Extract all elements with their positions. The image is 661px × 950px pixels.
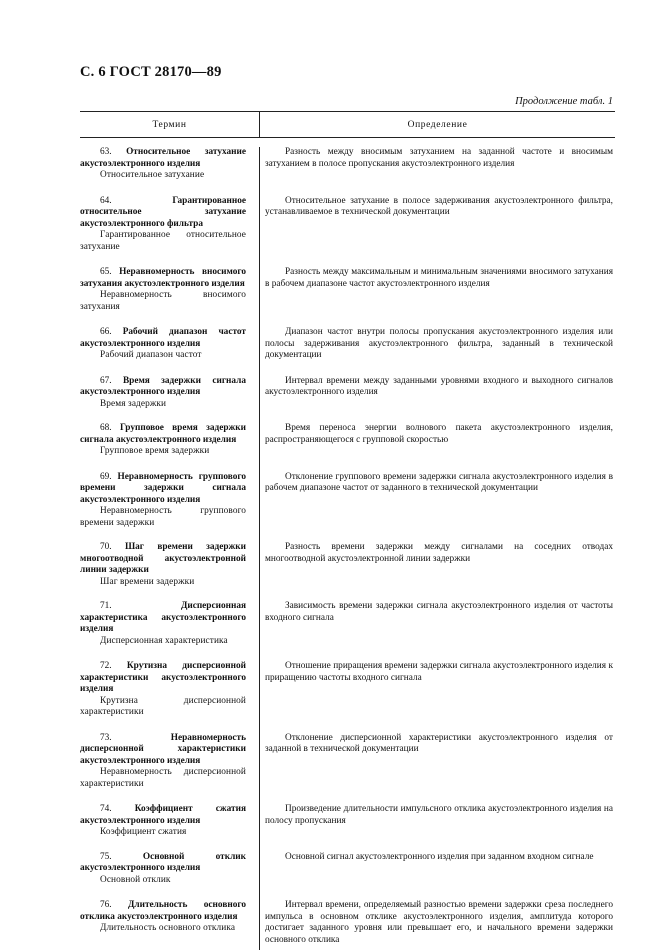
table-row — [80, 733, 615, 791]
table-continuation-note: Продолжение табл. 1 — [515, 96, 613, 107]
term-title: Гарантированное относительное затухание акустоэлектронного фильтра — [80, 195, 246, 229]
term-name — [80, 542, 246, 577]
definition-cell: Разность между вносимым затуханием на заданной частоте и вносимым затуханием в полосе пропускания акустоэлектронного изделия — [265, 147, 613, 169]
definition-cell: Произведение длительности импульсного отклика акустоэлектронного изделия на полосу пропускания — [265, 804, 613, 826]
term-number: 70. — [100, 542, 112, 552]
term-cell — [80, 147, 259, 182]
term-cell — [80, 733, 259, 791]
term-title: Дисперсионная характеристика акустоэлектронного изделия — [80, 601, 246, 634]
table-row — [80, 147, 615, 182]
term-cell — [80, 804, 259, 839]
term-number: 64. — [100, 195, 112, 206]
term-short-form: Крутизна дисперсионной характеристики — [80, 695, 246, 717]
definition-cell: Разность времени задержки между сигналами на соседних отводах многоотводной акустоэлектронной линии задержки — [265, 542, 613, 564]
term-title: Шаг времени задержки многоотводной акустоэлектронной линии задержки — [80, 542, 246, 575]
term-name — [80, 900, 246, 923]
column-header-definition: Определение — [259, 112, 615, 137]
term-short-form: Основной отклик — [100, 874, 171, 885]
term-number: 69. — [100, 471, 112, 482]
table-row — [80, 327, 615, 362]
term-number: 68. — [100, 423, 112, 433]
term-title: Коэффициент сжатия акустоэлектронного изделия — [80, 804, 246, 826]
term-name — [80, 327, 246, 350]
term-name — [80, 661, 246, 696]
term-short-form: Коэффициент сжатия — [100, 827, 187, 837]
definition-cell: Разность между максимальным и минимальным значениями вносимого затухания в рабочем диапазоне частот акустоэлектронного изделия — [265, 267, 613, 289]
table-row — [80, 472, 615, 530]
term-title: Длительность основного отклика акустоэлектронного изделия — [80, 900, 246, 922]
term-cell — [80, 542, 259, 588]
term-title: Относительное затухание акустоэлектронного изделия — [80, 147, 246, 169]
term-number: 73. — [100, 732, 112, 743]
term-name — [80, 601, 246, 636]
term-title: Крутизна дисперсионной характеристики акустоэлектронного изделия — [80, 661, 246, 694]
definition-cell: Отношение приращения времени задержки сигнала акустоэлектронного изделия к приращению частоты входного сигнала — [265, 661, 613, 683]
term-title: Групповое время задержки сигнала акустоэлектронного изделия — [80, 423, 246, 445]
term-name — [80, 423, 246, 446]
term-number: 72. — [100, 661, 112, 671]
term-name — [80, 147, 246, 170]
definition-cell: Интервал времени между заданными уровнями входного и выходного сигналов акустоэлектронного изделия — [265, 375, 613, 397]
page-header: С. 6 ГОСТ 28170—89 — [80, 64, 222, 80]
term-title: Неравномерность вносимого затухания акустоэлектронного изделия — [80, 267, 246, 289]
term-short-form: Неравномерность вносимого затухания — [80, 290, 246, 312]
definition-cell: Отклонение дисперсионной характеристики акустоэлектронного изделия от заданной в технической документации — [265, 732, 613, 754]
table-row — [80, 601, 615, 647]
term-name — [80, 376, 246, 399]
term-number: 67. — [100, 375, 112, 386]
term-name — [80, 196, 246, 231]
term-short-form: Неравномерность дисперсионной характеристики — [80, 767, 246, 789]
term-cell — [80, 472, 259, 530]
term-number: 63. — [100, 147, 112, 157]
table-row — [80, 900, 615, 946]
table-row — [80, 852, 615, 887]
definition-cell: Зависимость времени задержки сигнала акустоэлектронного изделия от частоты входного сигнала — [265, 601, 613, 623]
term-number: 66. — [100, 327, 112, 337]
table-row — [80, 267, 615, 313]
term-cell — [80, 661, 259, 719]
term-short-form: Неравномерность группового времени задержки — [80, 506, 246, 528]
table-row — [80, 423, 615, 458]
term-number: 76. — [100, 900, 112, 910]
table-row — [80, 542, 615, 588]
table-body — [80, 147, 615, 946]
term-title: Время задержки сигнала акустоэлектронного изделия — [80, 375, 246, 397]
term-short-form: Шаг времени задержки — [100, 576, 195, 587]
term-cell — [80, 601, 259, 647]
term-name — [80, 852, 246, 875]
table-row — [80, 196, 615, 254]
term-short-form: Рабочий диапазон частот — [100, 350, 202, 360]
term-name — [80, 267, 246, 290]
term-cell — [80, 327, 259, 362]
column-header-term: Термин — [152, 119, 187, 130]
term-short-form: Дисперсионная характеристика — [100, 635, 228, 646]
term-number: 71. — [100, 601, 112, 611]
term-title: Неравномерность группового времени задержки сигнала акустоэлектронного изделия — [80, 471, 246, 505]
table-header — [80, 111, 615, 138]
definition-cell: Интервал времени, определяемый разностью времени задержки среза последнего импульса в основном отклике акустоэлектронного изделия, амплитуда которого достигает заданного уровня или превышает его, и начального времени задержки основного отклика — [265, 900, 613, 945]
term-number: 75. — [100, 851, 112, 862]
column-divider — [259, 147, 260, 950]
term-name — [80, 804, 246, 827]
definition-cell: Основной сигнал акустоэлектронного изделия при заданном входном сигнале — [285, 851, 594, 862]
term-short-form: Гарантированное относительное затухание — [80, 230, 246, 252]
term-short-form: Длительность основного отклика — [100, 923, 236, 933]
term-cell — [80, 267, 259, 313]
term-cell — [80, 852, 259, 887]
terms-table — [80, 111, 615, 946]
table-row — [80, 661, 615, 719]
term-name — [80, 733, 246, 768]
term-title: Неравномерность дисперсионной характеристики акустоэлектронного изделия — [80, 732, 246, 766]
term-title: Основной отклик акустоэлектронного изделия — [80, 851, 247, 873]
term-name — [80, 472, 246, 507]
definition-cell: Отклонение группового времени задержки сигнала акустоэлектронного изделия в рабочем диапазоне частот от заданного в технической документации — [265, 471, 613, 493]
table-row — [80, 804, 615, 839]
term-cell — [80, 900, 259, 946]
term-cell — [80, 376, 259, 411]
term-short-form: Групповое время задержки — [100, 446, 210, 456]
definition-cell: Диапазон частот внутри полосы пропускания акустоэлектронного изделия или полосы задерживания акустоэлектронного фильтра, заданный в технической документации — [265, 327, 613, 360]
definition-cell: Относительное затухание в полосе задерживания акустоэлектронного фильтра, устанавливаемое в технической документации — [265, 195, 613, 217]
table-row — [80, 376, 615, 411]
term-short-form: Время задержки — [100, 398, 167, 409]
term-number: 65. — [100, 267, 112, 277]
term-number: 74. — [100, 804, 112, 814]
term-title: Рабочий диапазон частот акустоэлектронного изделия — [80, 327, 246, 349]
term-short-form: Относительное затухание — [100, 170, 205, 180]
term-cell — [80, 423, 259, 458]
term-cell — [80, 196, 259, 254]
definition-cell: Время переноса энергии волнового пакета акустоэлектронного изделия, распространяющегося с групповой скоростью — [265, 423, 613, 445]
